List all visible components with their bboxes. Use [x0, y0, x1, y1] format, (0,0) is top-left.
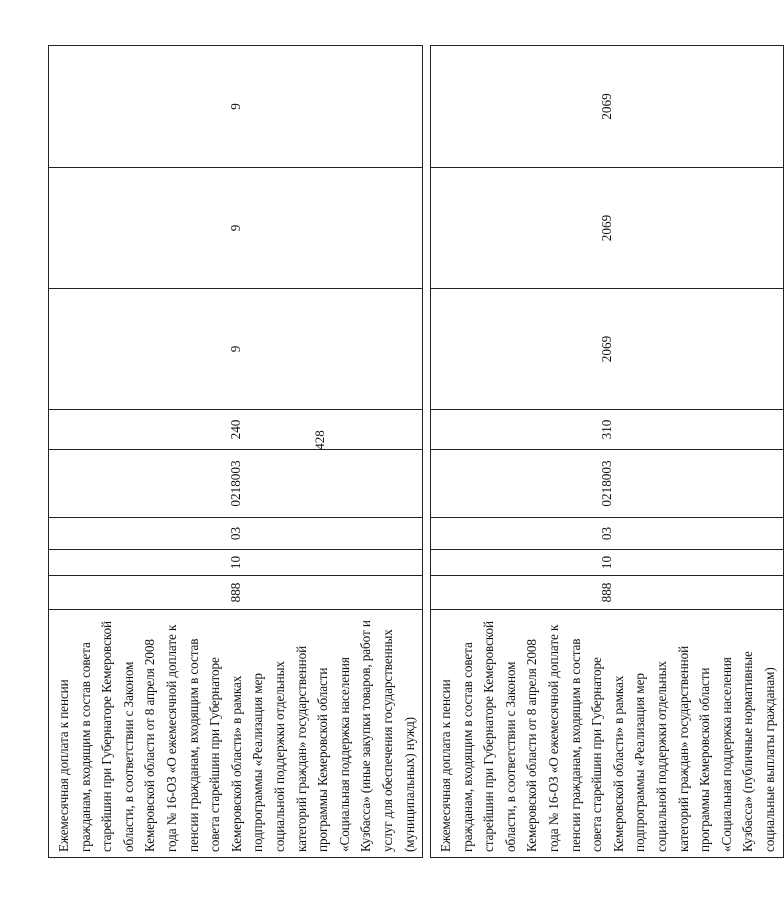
- page-number: 428: [312, 430, 327, 450]
- section-code: 10: [431, 550, 784, 576]
- row-description: Ежемесячная доплата к пенсии гражданам, входящим в состав совета старейшин при Губернаторе Кемеровской области, в соответствии с Законом Кемеровской области от 8 апреля 2008 года № 16-ОЗ «О ежемесячной доплате к пенсии гражданам, входящим в состав совета старейшин при Губернаторе Кемеровской области» в рамках подпрограммы «Реализация мер социальной поддержки отдельных категорий граждан» государственной программы Кемеровской области «Социальная поддержка населения Кузбасса» (публичные нормативные социальные выплаты гражданам): [431, 610, 784, 858]
- section-code: 10: [49, 550, 423, 576]
- target-article-code: 0218003: [49, 450, 423, 518]
- ministry-code: 888: [431, 576, 784, 610]
- expense-type-code: 310: [431, 410, 784, 450]
- rotated-page-content: [48, 46, 777, 858]
- amount-year-1: 9: [49, 289, 423, 410]
- subsection-code: 03: [431, 518, 784, 550]
- amount-year-3: 9: [49, 46, 423, 168]
- row-description: Ежемесячная доплата к пенсии гражданам, входящим в состав совета старейшин при Губернаторе Кемеровской области, в соответствии с Законом Кемеровской области от 8 апреля 2008 года № 16-ОЗ «О ежемесячной доплате к пенсии гражданам, входящим в состав совета старейшин при Губернаторе Кемеровской области» в рамках подпрограммы «Реализация мер социальной поддержки отдельных категорий граждан» государственной программы Кемеровской области «Социальная поддержка населения Кузбасса» (иные закупки товаров, работ и услуг для обеспечения государственных (муниципальных) нужд): [49, 610, 423, 858]
- amount-year-1: 2069: [431, 289, 784, 410]
- table-row: [49, 46, 423, 858]
- table-row: [431, 46, 784, 858]
- amount-year-2: 2069: [431, 168, 784, 289]
- target-article-code: 0218003: [431, 450, 784, 518]
- budget-table: [48, 45, 784, 858]
- subsection-code: 03: [49, 518, 423, 550]
- amount-year-3: 2069: [431, 46, 784, 168]
- ministry-code: 888: [49, 576, 423, 610]
- amount-year-2: 9: [49, 168, 423, 289]
- expense-type-code: 240: [49, 410, 423, 450]
- row-separator: [423, 46, 431, 858]
